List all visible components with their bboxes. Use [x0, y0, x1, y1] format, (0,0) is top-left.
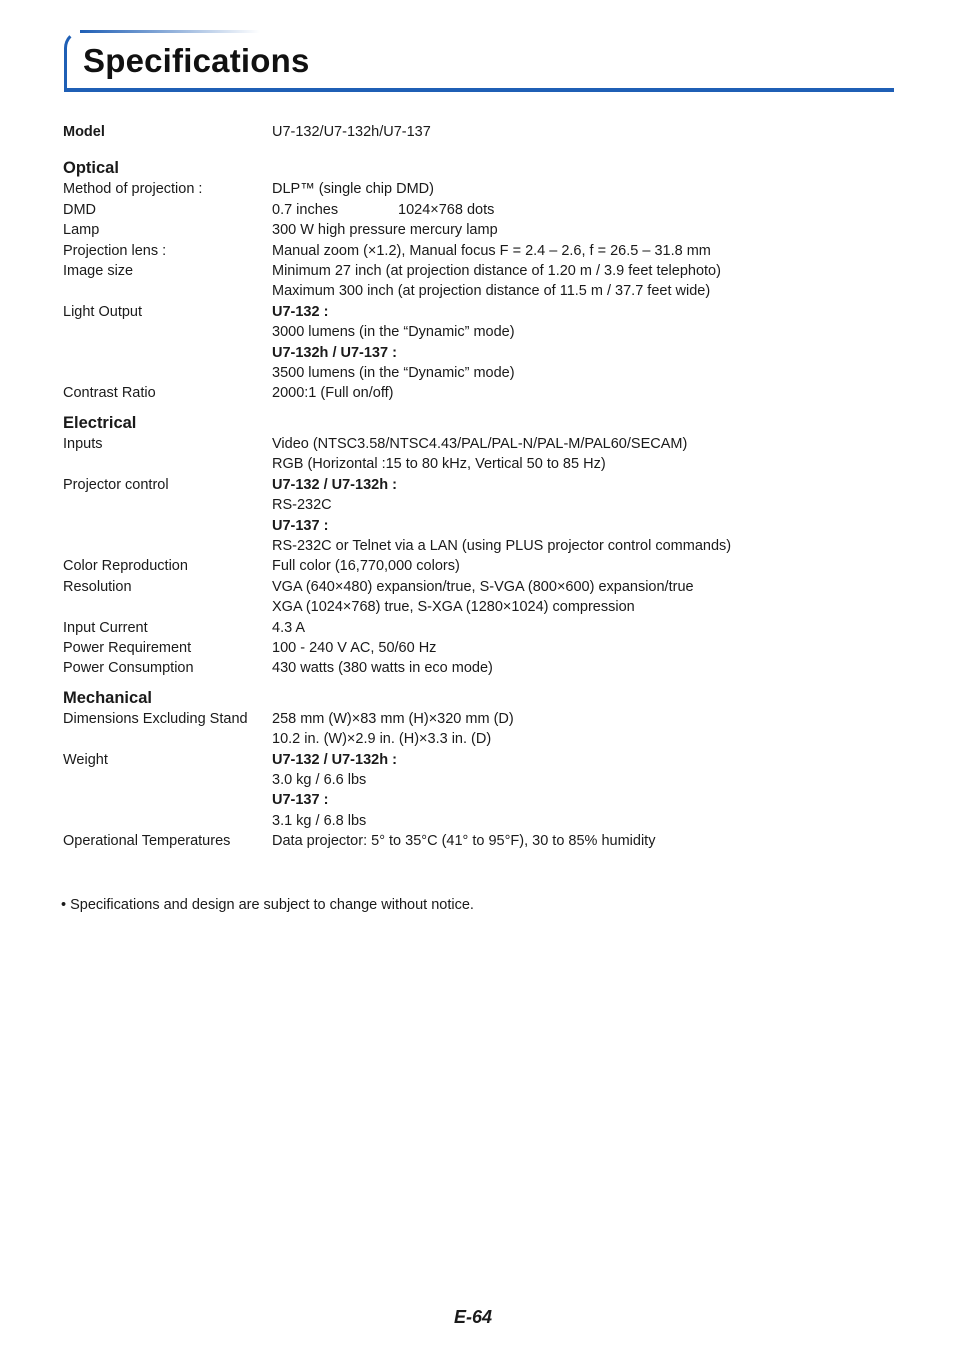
- spec-label: Input Current: [63, 619, 148, 636]
- spec-value-line: 3.0 kg / 6.6 lbs: [272, 771, 367, 788]
- spec-row-color: [63, 556, 863, 576]
- spec-label: Power Requirement: [63, 639, 192, 656]
- spec-value: Data projector: 5° to 35°C (41° to 95°F), 30 to 85% humidity: [272, 833, 656, 850]
- spec-value: [272, 577, 863, 618]
- title-accent-line: [80, 30, 260, 33]
- spec-row-temperatures: [63, 831, 863, 851]
- spec-label: Operational Temperatures: [63, 833, 231, 850]
- section-heading-electrical: Electrical: [63, 413, 137, 432]
- spec-value-line: 3000 lumens (in the “Dynamic” mode): [272, 324, 515, 341]
- spec-value: [272, 709, 863, 750]
- model-subheading: U7-132h / U7-137 :: [272, 344, 397, 361]
- spec-label: Power Consumption: [63, 660, 194, 677]
- spec-value-line: Minimum 27 inch (at projection distance of 1.20 m / 3.9 feet telephoto): [272, 263, 721, 280]
- spec-value: Full color (16,770,000 colors): [272, 558, 460, 575]
- spec-row-lens: [63, 241, 863, 261]
- spec-label: Light Output: [63, 303, 142, 320]
- spec-label: Projection lens :: [63, 242, 167, 259]
- spec-label: Weight: [63, 751, 108, 768]
- spec-row-image-size: [63, 261, 863, 302]
- spec-row-contrast: [63, 383, 863, 403]
- spec-value-part: 1024×768 dots: [398, 201, 495, 218]
- spec-row-power-consumption: [63, 658, 863, 678]
- spec-row-weight: [63, 750, 863, 832]
- spec-value-line: XGA (1024×768) true, S-XGA (1280×1024) compression: [272, 599, 635, 616]
- section-heading-mechanical: Mechanical: [63, 688, 152, 707]
- model-subheading: U7-132 / U7-132h :: [272, 476, 397, 493]
- spec-value: 300 W high pressure mercury lamp: [272, 222, 498, 239]
- spec-value-line: 10.2 in. (W)×2.9 in. (H)×3.3 in. (D): [272, 731, 492, 748]
- spec-value-line: 3.1 kg / 6.8 lbs: [272, 812, 367, 829]
- spec-label: Image size: [63, 263, 134, 280]
- spec-label: Contrast Ratio: [63, 385, 156, 402]
- spec-value: [272, 750, 863, 832]
- spec-row-projector-control: [63, 475, 863, 557]
- spec-label: DMD: [63, 201, 97, 218]
- spec-label: Lamp: [63, 222, 100, 239]
- spec-value: [272, 261, 863, 302]
- spec-row-power-requirement: [63, 638, 863, 658]
- spec-value: DLP™ (single chip DMD): [272, 181, 434, 198]
- spec-row-input-current: [63, 618, 863, 638]
- spec-label: Resolution: [63, 578, 132, 595]
- model-subheading: U7-137 :: [272, 517, 329, 534]
- spec-value-line: 3500 lumens (in the “Dynamic” mode): [272, 365, 515, 382]
- model-subheading: U7-132 :: [272, 303, 329, 320]
- spec-value: 100 - 240 V AC, 50/60 Hz: [272, 639, 437, 656]
- spec-row-method: [63, 179, 863, 199]
- spec-value-line: RS-232C: [272, 497, 332, 514]
- spec-label: Dimensions Excluding Stand: [63, 710, 248, 727]
- spec-row-model: [63, 122, 863, 142]
- spec-value-line: Maximum 300 inch (at projection distance of 11.5 m / 37.7 feet wide): [272, 283, 711, 300]
- spec-value: [272, 200, 863, 220]
- spec-label: Color Reproduction: [63, 558, 188, 575]
- page-title: Specifications: [83, 42, 310, 79]
- model-subheading: U7-132 / U7-132h :: [272, 751, 397, 768]
- model-subheading: U7-137 :: [272, 792, 329, 809]
- spec-value: 430 watts (380 watts in eco mode): [272, 660, 493, 677]
- spec-value: [272, 302, 863, 384]
- spec-label: Inputs: [63, 435, 103, 452]
- spec-value: [272, 434, 863, 475]
- spec-value-line: VGA (640×480) expansion/true, S-VGA (800×600) expansion/true: [272, 578, 694, 595]
- spec-row-light-output: [63, 302, 863, 384]
- spec-row-dimensions: [63, 709, 863, 750]
- spec-row-resolution: [63, 577, 863, 618]
- spec-value-line: RGB (Horizontal :15 to 80 kHz, Vertical 50 to 85 Hz): [272, 456, 606, 473]
- spec-value: [272, 475, 863, 557]
- spec-value: 2000:1 (Full on/off): [272, 385, 394, 402]
- spec-value-line: Video (NTSC3.58/NTSC4.43/PAL/PAL-N/PAL-M/PAL60/SECAM): [272, 435, 688, 452]
- spec-value: 4.3 A: [272, 619, 306, 636]
- page-number: E-64: [454, 1307, 493, 1327]
- spec-row-dmd: [63, 200, 863, 220]
- footnote: • Specifications and design are subject to change without notice.: [61, 897, 474, 913]
- section-heading-optical: Optical: [63, 159, 119, 178]
- spec-table: [63, 122, 863, 852]
- spec-value: Manual zoom (×1.2), Manual focus F = 2.4 – 2.6, f = 26.5 – 31.8 mm: [272, 242, 711, 259]
- spec-value-part: 0.7 inches: [272, 201, 339, 218]
- spec-label: Projector control: [63, 476, 169, 493]
- spec-value-line: 258 mm (W)×83 mm (H)×320 mm (D): [272, 710, 514, 727]
- spec-row-lamp: [63, 220, 863, 240]
- spec-value-line: RS-232C or Telnet via a LAN (using PLUS projector control commands): [272, 537, 732, 554]
- spec-label: Model: [63, 124, 105, 140]
- spec-label: Method of projection :: [63, 181, 203, 198]
- spec-row-inputs: [63, 434, 863, 475]
- spec-value: U7-132/U7-132h/U7-137: [272, 124, 431, 140]
